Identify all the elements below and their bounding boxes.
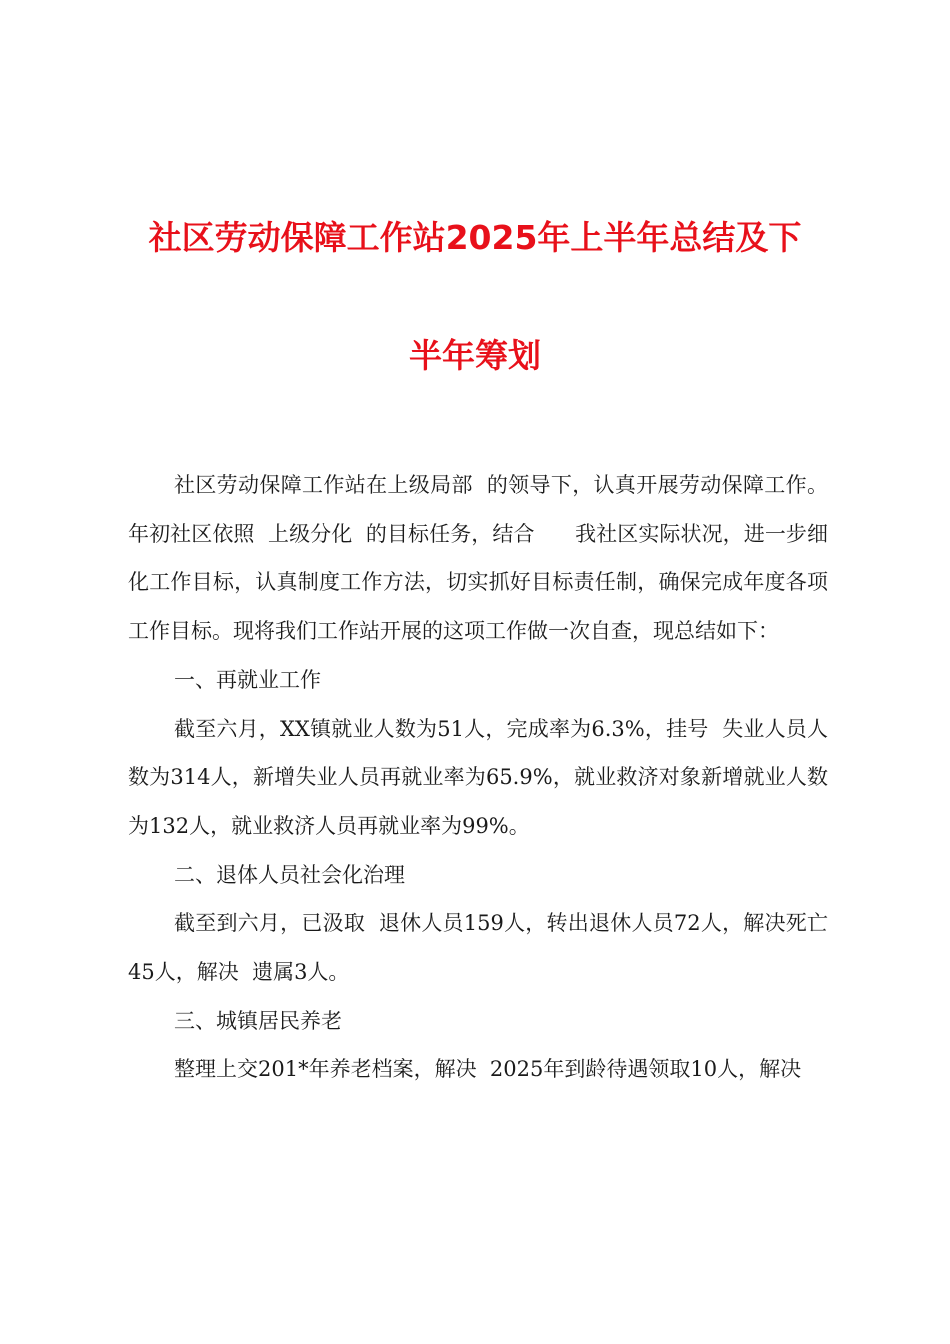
section-heading-reemployment: 一、再就业工作 [174,667,321,692]
section-heading-urban-pension: 三、城镇居民养老 [174,1008,342,1033]
urban-pension-paragraph: 整理上交201*年养老档案，解决 2025年到龄待遇领取10人，解决 [174,1057,802,1082]
intro-paragraph: 社区劳动保障工作站在上级局部 的领导下，认真开展劳动保障工作。年初社区依照 上级分化 的目标任务，结合 我社区实际状况，进一步细化工作目标，认真制度工作方法，切实抓好目标责任制，确保完成年度各项工作目标。现将我们工作站开展的这项工作做一次自查，现总结如下： [128,473,828,644]
section-heading-retiree-management: 二、退体人员社会化治理 [174,862,405,887]
document-body [128,461,828,1094]
reemployment-paragraph: 截至六月，XX镇就业人数为51人，完成率为6.3%，挂号 失业人员人数为314人，新增失业人员再就业率为65.9%，就业救济对象新增就业人数为132人，就业救济人员再就业率为99%。 [128,716,828,838]
document-title-line-2: 半年筹划 [409,336,541,375]
retiree-management-paragraph: 截至到六月，已汲取 退休人员159人，转出退休人员72人，解决死亡45人，解决 遗属3人。 [128,911,828,985]
document-title-line-1: 社区劳动保障工作站2025年上半年总结及下 [148,218,802,257]
